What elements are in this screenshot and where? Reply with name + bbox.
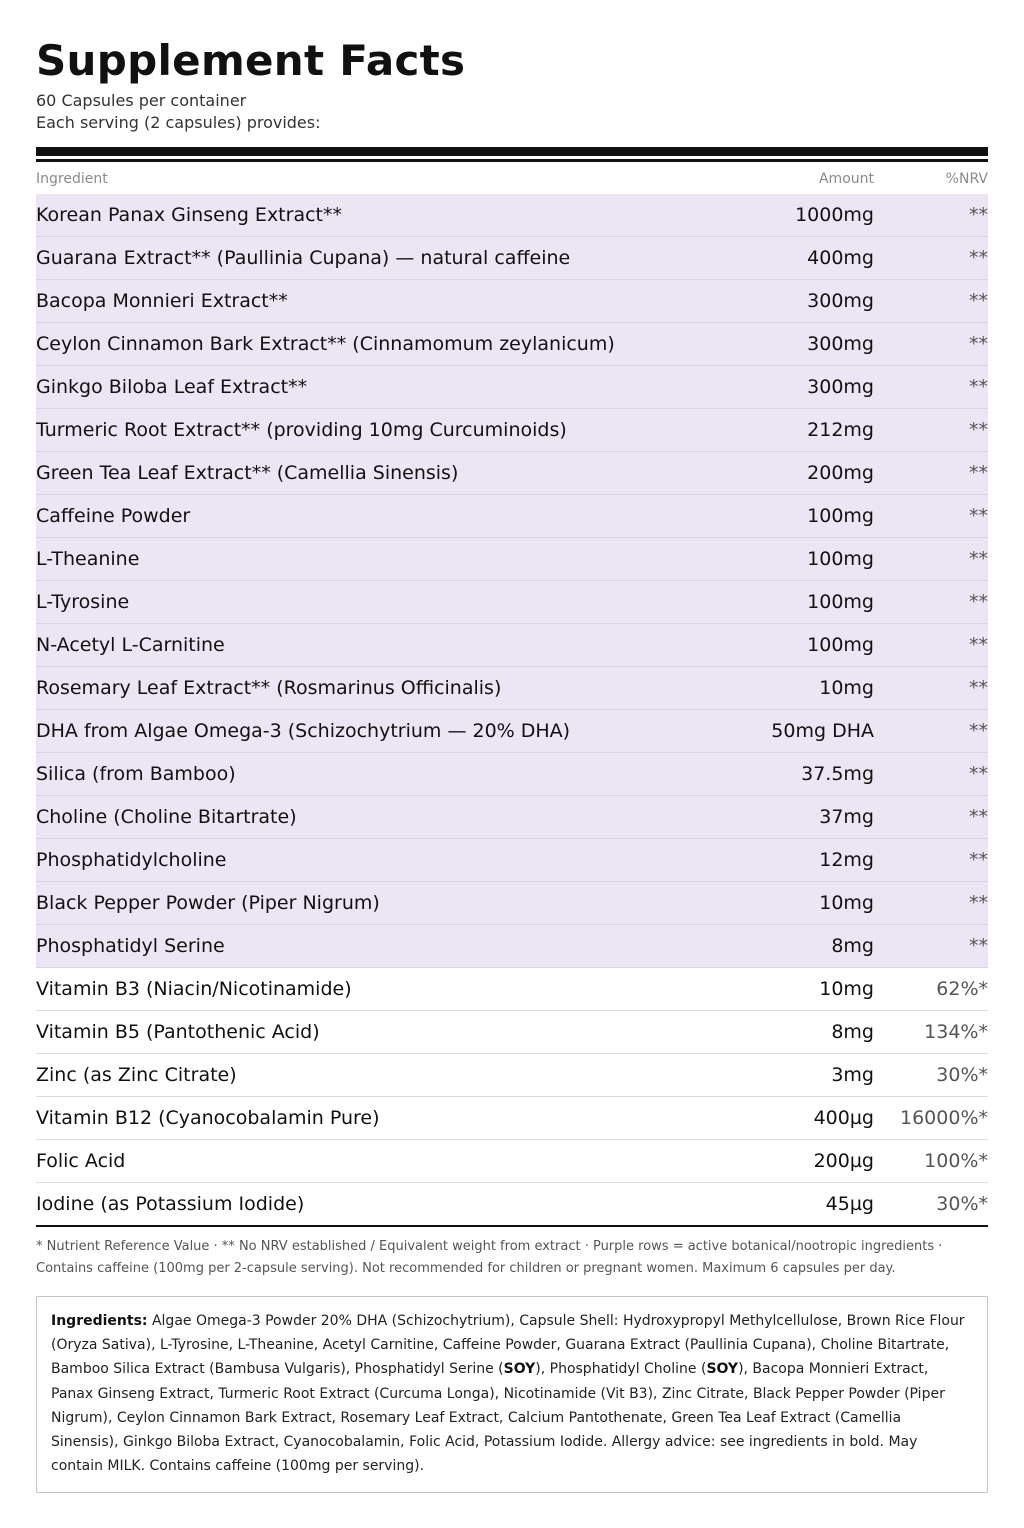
ingredient-name: Choline (Choline Bitartrate): [36, 806, 297, 828]
ingredient-name: Turmeric Root Extract** (providing 10mg Curcuminoids): [36, 419, 567, 441]
table-row: [36, 409, 988, 452]
ingredient-nrv: 134%*: [924, 1021, 988, 1043]
table-row: [36, 495, 988, 538]
table-row: [36, 1011, 988, 1054]
ingredient-amount: 200µg: [813, 1150, 874, 1172]
ingredient-name: Ginkgo Biloba Leaf Extract**: [36, 376, 308, 398]
ingredient-nrv: **: [969, 892, 988, 914]
table-row: [36, 280, 988, 323]
table-row: [36, 753, 988, 796]
column-header-nrv: %NRV: [945, 171, 988, 187]
ingredient-name: Guarana Extract** (Paullinia Cupana) — natural caffeine: [36, 247, 571, 269]
ingredients-text-3: ), Bacopa Monnieri Extract, Panax Ginseng Extract, Turmeric Root Extract (Curcuma Longa), Nicotinamide (Vit B3), Zinc Citrate, Black Pepper Powder (Piper Nigrum), Ceylon Cinnamon Bark Extract, Rosemary Leaf Extract, Calcium Pantothenate, Green Tea Leaf Extract (Camellia Sinensis), Ginkgo Biloba Extract, Cyanocobalamin, Folic Acid, Potassium Iodide. Allergy advice: see ingredients in bold. May contain MILK. Contains caffeine (100mg per serving).: [51, 1361, 945, 1475]
ingredient-name: Bacopa Monnieri Extract**: [36, 290, 288, 312]
table-row: [36, 194, 988, 237]
ingredient-nrv: 30%*: [936, 1064, 988, 1086]
ingredient-name: Korean Panax Ginseng Extract**: [36, 204, 342, 226]
ingredient-name: Green Tea Leaf Extract** (Camellia Sinensis): [36, 462, 459, 484]
ingredient-name: Phosphatidylcholine: [36, 849, 227, 871]
table-row: [36, 237, 988, 280]
ingredient-amount: 300mg: [807, 376, 874, 398]
table-row: [36, 710, 988, 753]
table-row: [36, 882, 988, 925]
ingredient-name: N-Acetyl L-Carnitine: [36, 634, 225, 656]
ingredient-nrv: **: [969, 849, 988, 871]
ingredient-nrv: **: [969, 548, 988, 570]
ingredient-nrv: **: [969, 462, 988, 484]
ingredient-nrv: **: [969, 290, 988, 312]
ingredient-amount: 8mg: [831, 935, 874, 957]
ingredient-amount: 1000mg: [795, 204, 874, 226]
ingredient-amount: 3mg: [831, 1064, 874, 1086]
ingredient-name: L-Tyrosine: [36, 591, 130, 613]
table-row: [36, 1097, 988, 1140]
ingredient-nrv: **: [969, 204, 988, 226]
ingredient-name: Vitamin B3 (Niacin/Nicotinamide): [36, 978, 352, 1000]
table-row: [36, 667, 988, 710]
ingredient-nrv: **: [969, 376, 988, 398]
ingredients-text-2: ), Phosphatidyl Choline (: [535, 1361, 707, 1378]
ingredient-amount: 37.5mg: [801, 763, 874, 785]
ingredient-amount: 10mg: [819, 892, 874, 914]
allergen-soy-1: SOY: [503, 1361, 536, 1378]
ingredient-nrv: **: [969, 720, 988, 742]
ingredients-list: [36, 1296, 988, 1493]
ingredient-name: Vitamin B5 (Pantothenic Acid): [36, 1021, 320, 1043]
column-header-amount: Amount: [818, 171, 874, 187]
ingredient-amount: 8mg: [831, 1021, 874, 1043]
ingredient-amount: 200mg: [807, 462, 874, 484]
table-row: [36, 452, 988, 495]
ingredient-nrv: 62%*: [936, 978, 988, 1000]
ingredient-nrv: **: [969, 505, 988, 527]
ingredient-name: Zinc (as Zinc Citrate): [36, 1064, 237, 1086]
table-row: [36, 323, 988, 366]
ingredient-nrv: **: [969, 677, 988, 699]
ingredient-name: Caffeine Powder: [36, 505, 191, 527]
ingredient-amount: 400mg: [807, 247, 874, 269]
ingredient-name: Silica (from Bamboo): [36, 763, 236, 785]
ingredient-name: Ceylon Cinnamon Bark Extract** (Cinnamomum zeylanicum): [36, 333, 615, 355]
ingredient-amount: 300mg: [807, 290, 874, 312]
ingredient-name: DHA from Algae Omega-3 (Schizochytrium — 20% DHA): [36, 720, 571, 742]
ingredient-amount: 400µg: [813, 1107, 874, 1129]
ingredient-table: [36, 194, 988, 1227]
table-row: [36, 1183, 988, 1227]
ingredient-nrv: **: [969, 806, 988, 828]
servings-per-container: 60 Capsules per container: [36, 91, 247, 110]
thick-divider: [36, 147, 988, 156]
ingredient-nrv: **: [969, 763, 988, 785]
ingredient-amount: 300mg: [807, 333, 874, 355]
ingredient-nrv: 16000%*: [900, 1107, 988, 1129]
ingredient-amount: 100mg: [807, 548, 874, 570]
ingredient-amount: 100mg: [807, 591, 874, 613]
ingredient-name: Iodine (as Potassium Iodide): [36, 1193, 305, 1215]
table-row: [36, 1054, 988, 1097]
table-row: [36, 581, 988, 624]
ingredients-label: Ingredients:: [51, 1313, 148, 1329]
ingredient-amount: 212mg: [807, 419, 874, 441]
ingredient-nrv: **: [969, 591, 988, 613]
thin-divider: [36, 159, 988, 162]
ingredient-amount: 12mg: [819, 849, 874, 871]
table-row: [36, 1140, 988, 1183]
allergen-soy-2: SOY: [706, 1361, 739, 1378]
table-row: [36, 538, 988, 581]
table-row: [36, 796, 988, 839]
ingredient-name: Rosemary Leaf Extract** (Rosmarinus Officinalis): [36, 677, 502, 699]
table-header: [36, 164, 988, 194]
ingredient-nrv: **: [969, 419, 988, 441]
ingredient-amount: 100mg: [807, 505, 874, 527]
ingredient-amount: 100mg: [807, 634, 874, 656]
ingredient-name: Folic Acid: [36, 1150, 126, 1172]
ingredient-nrv: 30%*: [936, 1193, 988, 1215]
page-title: Supplement Facts: [36, 36, 466, 85]
ingredient-amount: 10mg: [819, 677, 874, 699]
footnote: * Nutrient Reference Value · ** No NRV established / Equivalent weight from extract · Purple rows = active botanical/nootropic ingredients · Contains caffeine (100mg per 2-capsule serving). Not recommended for children or pregnant women. Maximum 6 capsules per day.: [36, 1239, 943, 1276]
supplement-facts-panel: [36, 0, 988, 1493]
ingredient-name: L-Theanine: [36, 548, 140, 570]
ingredient-amount: 10mg: [819, 978, 874, 1000]
table-row: [36, 839, 988, 882]
ingredient-amount: 37mg: [819, 806, 874, 828]
table-row: [36, 366, 988, 409]
serving-size: Each serving (2 capsules) provides:: [36, 113, 321, 132]
ingredient-name: Vitamin B12 (Cyanocobalamin Pure): [36, 1107, 380, 1129]
ingredient-amount: 45µg: [825, 1193, 874, 1215]
ingredient-nrv: **: [969, 247, 988, 269]
ingredient-nrv: **: [969, 634, 988, 656]
ingredient-nrv: **: [969, 935, 988, 957]
ingredients-text-1: Algae Omega-3 Powder 20% DHA (Schizochytrium), Capsule Shell: Hydroxypropyl Methylcellulose, Brown Rice Flour (Oryza Sativa), L-Tyrosine, L-Theanine, Acetyl Carnitine, Caffeine Powder, Guarana Extract (Paullinia Cupana), Choline Bitartrate, Bamboo Silica Extract (Bambusa Vulgaris), Phosphatidyl Serine (: [51, 1313, 965, 1378]
table-row: [36, 925, 988, 968]
ingredient-amount: 50mg DHA: [771, 720, 874, 742]
column-header-ingredient: Ingredient: [36, 171, 108, 187]
ingredient-name: Phosphatidyl Serine: [36, 935, 225, 957]
table-row: [36, 624, 988, 667]
ingredient-nrv: **: [969, 333, 988, 355]
ingredient-name: Black Pepper Powder (Piper Nigrum): [36, 892, 380, 914]
ingredient-nrv: 100%*: [924, 1150, 988, 1172]
table-row: [36, 968, 988, 1011]
